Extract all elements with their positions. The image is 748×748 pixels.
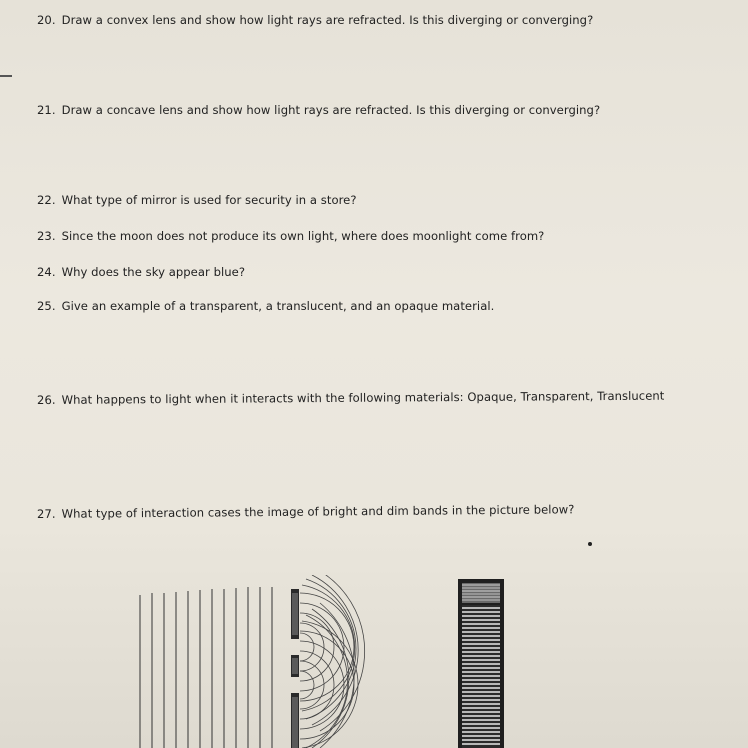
- wavefronts-upper-slit: [300, 575, 365, 731]
- question-number: 24.: [37, 265, 56, 279]
- question-number: 20.: [37, 13, 56, 27]
- question-text: What happens to light when it interacts with the following materials: Opaque, Transparent, Translucent: [61, 388, 665, 407]
- question-25: [37, 299, 738, 313]
- question-20: [37, 13, 738, 27]
- question-number: 25.: [37, 299, 56, 313]
- question-26: [37, 388, 738, 407]
- question-text: What type of mirror is used for security in a store?: [61, 193, 357, 207]
- slit-barrier: [291, 589, 299, 748]
- interference-pattern: [458, 579, 504, 748]
- question-number: 27.: [36, 506, 56, 521]
- question-text: Draw a concave lens and show how light rays are refracted. Is this diverging or converging?: [61, 103, 601, 117]
- question-number: 26.: [36, 392, 56, 407]
- plane-wavefronts: [140, 587, 272, 748]
- question-number: 22.: [37, 193, 56, 207]
- question-23: [37, 229, 738, 243]
- question-21: [37, 103, 738, 117]
- question-24: [37, 265, 738, 279]
- double-slit-diagram: [0, 575, 748, 748]
- ink-dot: [588, 542, 592, 546]
- question-text: Give an example of a transparent, a translucent, and an opaque material.: [61, 299, 495, 313]
- question-text: Why does the sky appear blue?: [61, 265, 246, 279]
- question-22: [37, 193, 738, 207]
- question-text: Draw a convex lens and show how light rays are refracted. Is this diverging or converging?: [61, 13, 594, 27]
- question-text: What type of interaction cases the image of bright and dim bands in the picture below?: [61, 502, 575, 521]
- margin-mark: [0, 75, 12, 77]
- question-number: 21.: [37, 103, 56, 117]
- question-number: 23.: [37, 229, 56, 243]
- question-text: Since the moon does not produce its own light, where does moonlight come from?: [61, 229, 545, 243]
- question-27: [37, 501, 738, 521]
